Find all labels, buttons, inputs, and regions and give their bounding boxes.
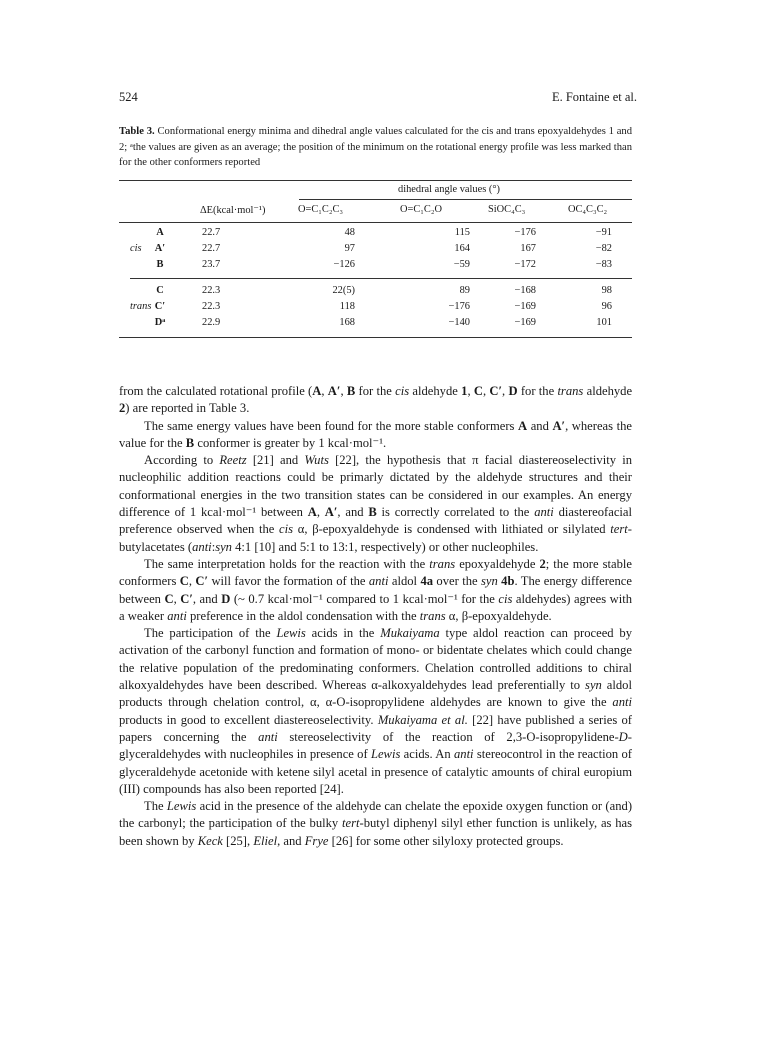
body-text <box>119 383 632 850</box>
table-caption-text: Conformational energy minima and dihedral angle values calculated for the cis and trans epoxyaldehydes 1 and 2; ᵃthe values are given as an average; the position of the minimum on the rotational energy profile was less marked than for the other conformers reported <box>119 126 632 169</box>
table-top-rule <box>119 180 632 181</box>
table-cell: 98 <box>601 285 612 296</box>
table-cell: 22.3 <box>202 301 221 312</box>
table-caption <box>119 124 632 171</box>
table-cell: −176 <box>514 227 536 238</box>
table-cell: 48 <box>344 227 355 238</box>
running-header-authors: E. Fontaine et al. <box>551 90 637 104</box>
table-cell: 101 <box>596 317 612 328</box>
table-cell: 22.3 <box>202 285 221 296</box>
table-group-label: cis <box>130 243 142 254</box>
table-cell: A′ <box>154 243 166 254</box>
table-cell: 115 <box>454 227 470 238</box>
table-header-rule <box>119 222 632 223</box>
table-caption-label: Table 3. <box>119 126 155 137</box>
table-cell: −168 <box>514 285 536 296</box>
table-cell: 22.7 <box>202 227 221 238</box>
table-cell: A <box>156 227 164 238</box>
table-cell: C′ <box>154 301 166 312</box>
table-cell: B <box>156 259 164 270</box>
table-cell: 164 <box>454 243 470 254</box>
table-cell: C <box>156 285 164 296</box>
paragraph: The same energy values have been found for the more stable conformers A and A′, whereas the value for the B conformer is greater by 1 kcal·mol⁻¹. <box>119 418 632 450</box>
table-cell: 22.9 <box>202 317 221 328</box>
table-cell: −82 <box>595 243 612 254</box>
table-cell: 118 <box>339 301 355 312</box>
table-cell: 96 <box>601 301 612 312</box>
paragraph: The same interpretation holds for the reaction with the trans epoxyaldehyde 2; the more stable conformers C, C′ will favor the formation of the anti aldol 4a over the syn 4b. The energy difference between C, C′, and D (~ 0.7 kcal·mol⁻¹ compared to 1 kcal·mol⁻¹ for the cis aldehydes) agrees with a weaker anti preference in the aldol condensation with the trans α, β-epoxyaldehyde. <box>119 556 633 623</box>
table-cell: −169 <box>514 301 536 312</box>
table-cell: 22(5) <box>332 285 355 296</box>
table-group-header: dihedral angle values (°) <box>398 184 500 195</box>
table-cell: −91 <box>595 227 612 238</box>
table-cell: 167 <box>520 243 536 254</box>
table-group-header-rule <box>299 199 632 200</box>
table-cell: −176 <box>448 301 470 312</box>
table-cell: −59 <box>453 259 470 270</box>
table-cell: 97 <box>344 243 355 254</box>
table-column-header: ΔE(kcal·mol⁻¹) <box>200 205 266 216</box>
table-column-header: SiOC₄C₃ <box>488 204 526 215</box>
table-cell: 22.7 <box>202 243 221 254</box>
table-column-header: O=C₁C₂C₃ <box>298 204 344 215</box>
paragraph: According to Reetz [21] and Wuts [22], the hypothesis that π facial diastereoselectivity in nucleophilic addition reactions could be primarly dictated by the aldehyde structures and their conformational energies in the two transition states can be considered in our examples. An energy difference of 1 kcal·mol⁻¹ between A, A′, and B is correctly correlated to the anti diastereofacial preference observed when the cis α, β-epoxyaldehyde is condensed with lithiated or silylated tert-butylacetates (anti:syn 4:1 [10] and 5:1 to 13:1, respectively) or other nucleophiles. <box>119 453 633 554</box>
table-cell: −169 <box>514 317 536 328</box>
table-cell: −83 <box>595 259 612 270</box>
table-group-divider <box>130 278 632 279</box>
table-cell: 23.7 <box>202 259 221 270</box>
table-column-header: OC₄C₃C₂ <box>568 204 608 215</box>
paragraph: The Lewis acid in the presence of the aldehyde can chelate the epoxide oxygen function or (and) the carbonyl; the participation of the bulky tert-butyl diphenyl silyl ether function is unlikely, as has been shown by Keck [25], Eliel, and Frye [26] for some other silyloxy protected groups. <box>119 799 633 848</box>
page-number: 524 <box>119 90 138 104</box>
table-bottom-rule <box>119 337 632 338</box>
table-cell: −140 <box>448 317 470 328</box>
table-cell: 89 <box>459 285 470 296</box>
table-cell: −126 <box>333 259 355 270</box>
table-cell: 168 <box>339 317 355 328</box>
table-cell: −172 <box>514 259 536 270</box>
table-cell: Dᵃ <box>154 317 166 328</box>
paragraph: from the calculated rotational profile (A, A′, B for the cis aldehyde 1, C, C′, D for the trans aldehyde 2) are reported in Table 3. <box>119 384 633 416</box>
paragraph: The participation of the Lewis acids in the Mukaiyama type aldol reaction can proceed by activation of the carbonyl function and formation of mono- or bidentate chelates which could change the relative population of the predominating conformers. Chelation controlled additions to chiral alkoxyaldehydes have been described. Whereas α-alkoxyaldehydes lead preferentially to syn aldol products through chelation control, α, α-O-isopropylidene aldehydes are known to give the anti products in good to excellent diastereoselectivity. Mukaiyama et al. [22] have published a series of papers concerning the anti stereoselectivity of the reaction of 2,3-O-isopropylidene-D-glyceraldehydes with nucleophiles in presence of Lewis acids. An anti stereocontrol in the reaction of glyceraldehyde acetonide with ketene silyl acetal in presence of catalytic amounts of chiral europium (III) compounds has also been reported [24]. <box>119 626 633 796</box>
table-column-header: O=C₁C₂O <box>400 204 442 215</box>
table-group-label: trans <box>130 301 152 312</box>
